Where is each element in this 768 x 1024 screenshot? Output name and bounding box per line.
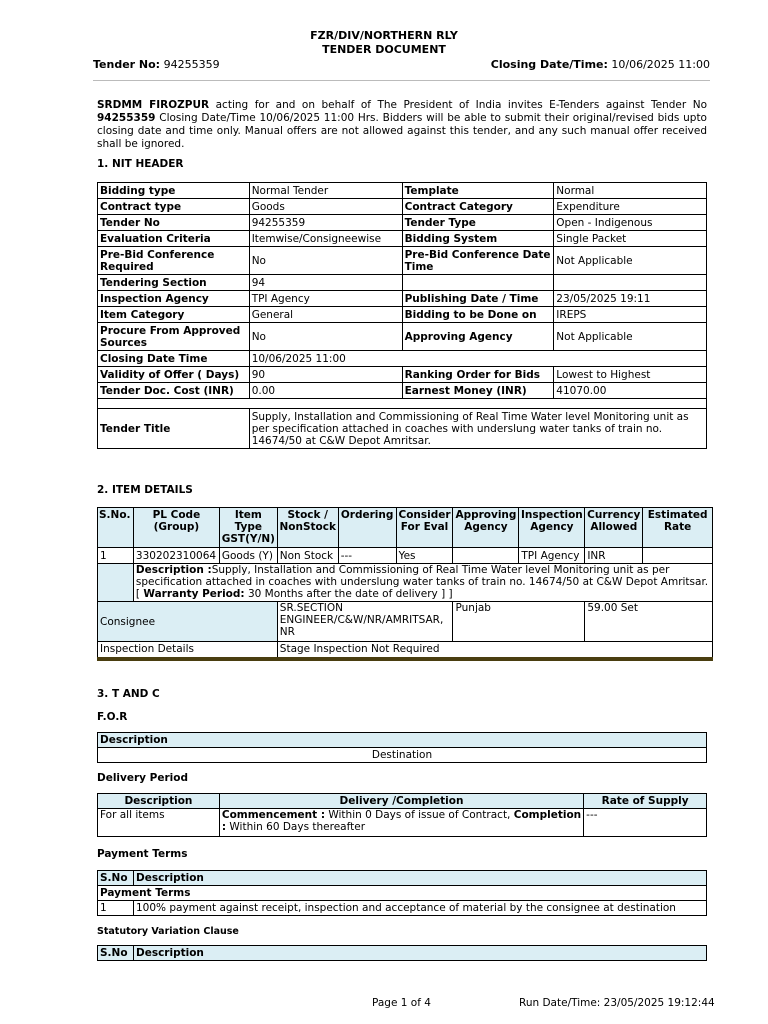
nit-row (98, 367, 707, 383)
nit-value: Single Packet (554, 231, 707, 247)
description-text: Supply, Installation and Commissioning of Real Time Water level Monitoring unit as per specification attached in coaches with underslung water tanks of train no. 14674/50 at C&W Depot Amritsar. [ (135, 564, 709, 600)
nit-label: Procure From Approved Sources (98, 323, 250, 351)
header-divider (93, 80, 710, 81)
nit-label: Earnest Money (INR) (402, 383, 554, 399)
for-heading: F.O.R (97, 711, 128, 723)
consignee-state: Punjab (453, 602, 585, 642)
consignee-name: SR.SECTION ENGINEER/C&W/NR/AMRITSAR, NR (277, 602, 453, 642)
nit-value: Itemwise/Consigneewise (249, 231, 402, 247)
nit-value: Goods (249, 199, 402, 215)
item-col-header: Ordering (338, 508, 396, 548)
payment-subheader: Payment Terms (98, 886, 707, 901)
nit-heading: 1. NIT HEADER (97, 158, 184, 170)
delivery-col-completion: Delivery /Completion (219, 794, 583, 809)
closing-label: Closing Date/Time: (490, 58, 608, 71)
nit-value: 41070.00 (554, 383, 707, 399)
delivery-col-description: Description (98, 794, 220, 809)
closing-datetime (491, 58, 710, 71)
delivery-completion (219, 809, 583, 837)
nit-value: Not Applicable (554, 247, 707, 275)
item-description (133, 564, 712, 602)
warranty-label: Warranty Period: (143, 588, 245, 600)
consignee-quantity: 59.00 Set (585, 602, 713, 642)
svc-table (97, 945, 707, 961)
item-cell: TPI Agency (519, 548, 585, 564)
item-col-header: Item Type GST(Y/N) (219, 508, 277, 548)
item-col-header: Consider For Eval (396, 508, 453, 548)
tender-no-value: 94255359 (163, 58, 220, 71)
item-cell (453, 548, 519, 564)
item-col-header: Inspection Agency (519, 508, 585, 548)
nit-label: Approving Agency (402, 323, 554, 351)
delivery-table (97, 793, 707, 837)
item-cell: Non Stock (277, 548, 338, 564)
intro-paragraph (97, 99, 707, 151)
nit-value (554, 275, 707, 291)
nit-value: Open - Indigenous (554, 215, 707, 231)
nit-label: Ranking Order for Bids (402, 367, 554, 383)
tc-heading: 3. T AND C (97, 688, 160, 700)
tender-title-value: Supply, Installation and Commissioning of Real Time Water level Monitoring unit as per specification attached in coaches with underslung water tanks of train no. 14674/50 at C&W Depot Amritsar. (249, 409, 706, 449)
nit-label: Closing Date Time (98, 351, 250, 367)
intro-org: SRDMM FIROZPUR (97, 99, 210, 111)
nit-value: 94 (249, 275, 402, 291)
delivery-rate: --- (584, 809, 707, 837)
item-cell: 330202310064 (133, 548, 219, 564)
intro-text-2: Closing Date/Time 10/06/2025 11:00 Hrs. Bidders will be able to submit their original/revised bids upto closing date and time only. Manual offers are not allowed against this tender, and any such manual offer received shall be ignored. (97, 112, 707, 150)
item-col-header: PL Code (Group) (133, 508, 219, 548)
description-label: Description : (135, 564, 212, 576)
blank-cell (98, 564, 134, 602)
nit-label: Bidding System (402, 231, 554, 247)
tender-no-label: Tender No: (93, 58, 161, 71)
nit-value: 0.00 (249, 383, 402, 399)
document-title: TENDER DOCUMENT (322, 43, 446, 56)
nit-table (97, 182, 707, 449)
nit-label: Pre-Bid Conference Date Time (402, 247, 554, 275)
nit-value: 23/05/2025 19:11 (554, 291, 707, 307)
nit-row (98, 323, 707, 351)
nit-label: Tender Doc. Cost (INR) (98, 383, 250, 399)
nit-label: Pre-Bid Conference Required (98, 247, 250, 275)
item-col-header: S.No. (98, 508, 134, 548)
nit-label: Template (402, 183, 554, 199)
svc-heading: Statutory Variation Clause (97, 926, 239, 937)
item-cell: Yes (396, 548, 453, 564)
nit-row (98, 215, 707, 231)
nit-value: Normal (554, 183, 707, 199)
item-cell: 1 (98, 548, 134, 564)
nit-value: Lowest to Highest (554, 367, 707, 383)
nit-label: Evaluation Criteria (98, 231, 250, 247)
consignee-label: Consignee (98, 602, 278, 642)
payment-col-description: Description (133, 871, 706, 886)
nit-value: TPI Agency (249, 291, 402, 307)
for-value: Destination (98, 748, 707, 763)
nit-spacer-row (98, 399, 707, 409)
nit-row (98, 383, 707, 399)
item-col-header: Approving Agency (453, 508, 519, 548)
closing-value: 10/06/2025 11:00 (611, 58, 710, 71)
delivery-col-rate: Rate of Supply (584, 794, 707, 809)
completion-text: Within 60 Days thereafter (226, 821, 366, 833)
nit-value: 90 (249, 367, 402, 383)
nit-value: No (249, 247, 402, 275)
payment-col-sno: S.No (98, 871, 134, 886)
payment-heading: Payment Terms (97, 848, 188, 860)
nit-value: No (249, 323, 402, 351)
items-heading: 2. ITEM DETAILS (97, 484, 193, 496)
nit-label: Bidding type (98, 183, 250, 199)
delivery-item: For all items (98, 809, 220, 837)
nit-label: Contract Category (402, 199, 554, 215)
warranty-text: 30 Months after the date of delivery ] ] (244, 588, 453, 600)
intro-text-1: acting for and on behalf of The President of India invites E-Tenders against Tender No (209, 99, 707, 111)
nit-row-title (98, 409, 707, 449)
nit-value: 94255359 (249, 215, 402, 231)
nit-row (98, 291, 707, 307)
nit-row (98, 351, 707, 367)
nit-value: 10/06/2025 11:00 (249, 351, 706, 367)
item-cell: INR (585, 548, 643, 564)
nit-row (98, 183, 707, 199)
nit-row (98, 275, 707, 291)
svc-col-sno: S.No (98, 946, 134, 961)
inspection-details-value: Stage Inspection Not Required (277, 642, 712, 659)
item-col-header: Estimated Rate (643, 508, 713, 548)
svc-col-description: Description (133, 946, 706, 961)
page-number: Page 1 of 4 (372, 997, 431, 1009)
for-description-header: Description (98, 733, 707, 748)
nit-value: Not Applicable (554, 323, 707, 351)
header-meta (93, 58, 710, 71)
nit-row (98, 231, 707, 247)
run-datetime: Run Date/Time: 23/05/2025 19:12:44 (519, 997, 715, 1009)
payment-sno: 1 (98, 901, 134, 916)
nit-label: Tender No (98, 215, 250, 231)
item-cell (643, 548, 713, 564)
item-col-header: Currency Allowed (585, 508, 643, 548)
item-cell: --- (338, 548, 396, 564)
nit-value: Normal Tender (249, 183, 402, 199)
item-col-header: Stock / NonStock (277, 508, 338, 548)
nit-label: Bidding to be Done on (402, 307, 554, 323)
nit-value: General (249, 307, 402, 323)
commencement-text: Within 0 Days of issue of Contract, (325, 809, 514, 821)
nit-label (402, 275, 554, 291)
nit-row (98, 307, 707, 323)
inspection-details-label: Inspection Details (98, 642, 278, 659)
tender-title-label: Tender Title (98, 409, 250, 449)
nit-label: Validity of Offer ( Days) (98, 367, 250, 383)
nit-label: Item Category (98, 307, 250, 323)
nit-row (98, 199, 707, 215)
commencement-label: Commencement : (221, 809, 326, 821)
for-table (97, 732, 707, 763)
nit-label: Publishing Date / Time (402, 291, 554, 307)
delivery-heading: Delivery Period (97, 772, 189, 784)
completion-label: Completion : (221, 809, 582, 833)
nit-label: Contract type (98, 199, 250, 215)
nit-value: IREPS (554, 307, 707, 323)
payment-table (97, 870, 707, 916)
org-title: FZR/DIV/NORTHERN RLY (310, 29, 458, 42)
item-details-table (97, 507, 713, 661)
item-cell: Goods (Y) (219, 548, 277, 564)
nit-value: Expenditure (554, 199, 707, 215)
nit-label: Tender Type (402, 215, 554, 231)
nit-label: Tendering Section (98, 275, 250, 291)
payment-text: 100% payment against receipt, inspection and acceptance of material by the consignee at destination (133, 901, 706, 916)
intro-tender-no: 94255359 (97, 112, 156, 124)
nit-row (98, 247, 707, 275)
spacer-cell (98, 399, 707, 409)
nit-label: Inspection Agency (98, 291, 250, 307)
